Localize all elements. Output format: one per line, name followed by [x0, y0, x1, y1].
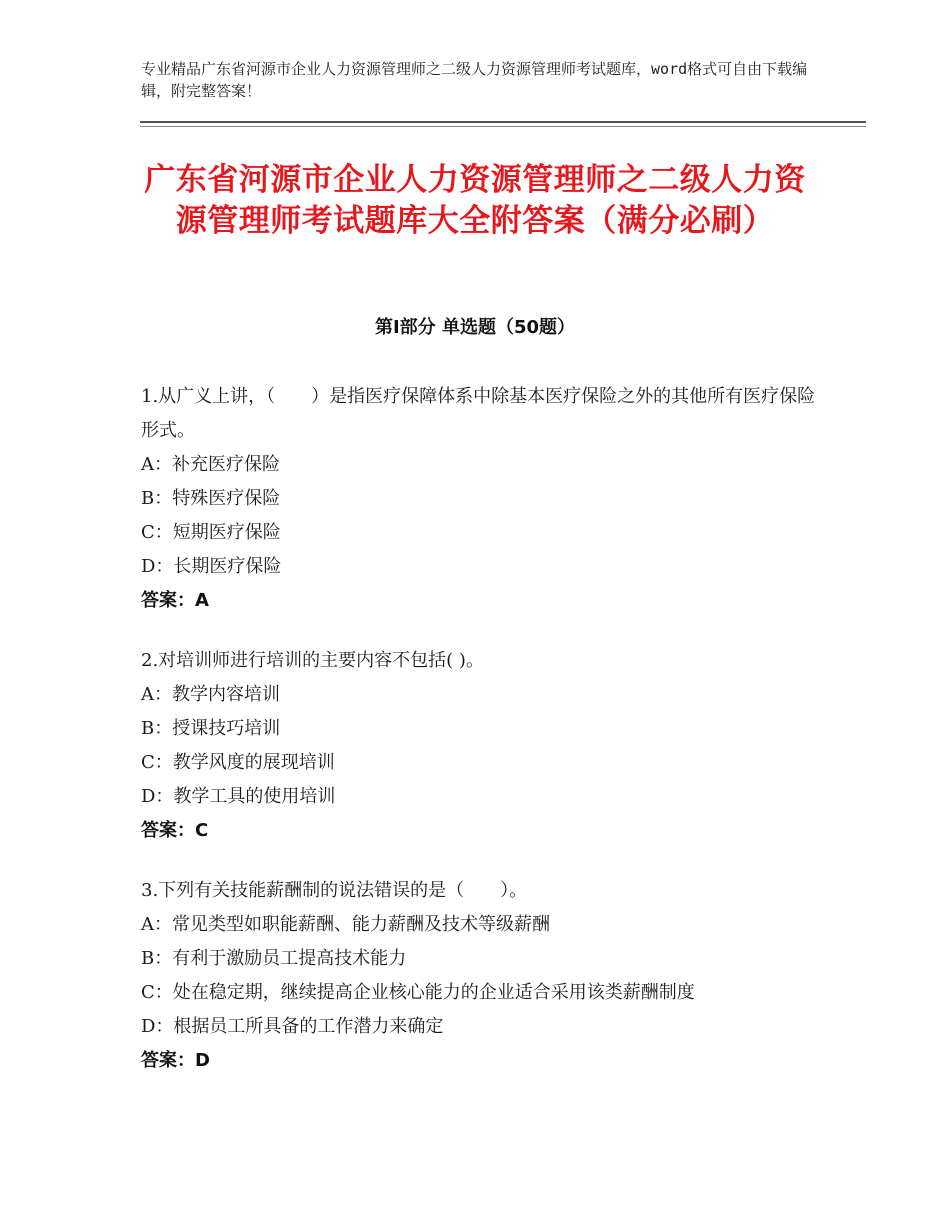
- question-list: [141, 380, 831, 1104]
- question-stem: 2.对培训师进行培训的主要内容不包括( )。: [141, 650, 484, 671]
- option-d: D：教学工具的使用培训: [141, 786, 336, 807]
- header-note: 专业精品广东省河源市企业人力资源管理师之二级人力资源管理师考试题库，word格式可自由下载编辑，附完整答案！: [141, 60, 808, 100]
- option-d: D：根据员工所具备的工作潜力来确定: [141, 1016, 444, 1037]
- section-title: 第Ⅰ部分 单选题（50题）: [374, 317, 575, 338]
- question-stem: 1.从广义上讲，（ ）是指医疗保障体系中除基本医疗保险之外的其他所有医疗保险形式。: [141, 386, 816, 441]
- option-a: A：补充医疗保险: [141, 454, 280, 475]
- question-1: [141, 380, 831, 618]
- option-a: A：教学内容培训: [141, 684, 280, 705]
- question-2: [141, 644, 831, 848]
- answer: 答案：C: [141, 820, 209, 841]
- option-c: C：教学风度的展现培训: [141, 752, 335, 773]
- answer: 答案：D: [141, 1050, 210, 1071]
- option-d: D：长期医疗保险: [141, 556, 282, 577]
- header-divider-thick: [140, 121, 866, 123]
- option-b: B：特殊医疗保险: [141, 488, 281, 509]
- option-b: B：授课技巧培训: [141, 718, 281, 739]
- option-c: C：处在稳定期，继续提高企业核心能力的企业适合采用该类薪酬制度: [141, 982, 695, 1003]
- document-title: 广东省河源市企业人力资源管理师之二级人力资源管理师考试题库大全附答案（满分必刷）: [144, 162, 806, 239]
- answer: 答案：A: [141, 590, 209, 611]
- question-3: [141, 874, 831, 1078]
- option-c: C：短期医疗保险: [141, 522, 281, 543]
- question-stem: 3.下列有关技能薪酬制的说法错误的是（ ）。: [141, 880, 528, 901]
- option-a: A：常见类型如职能薪酬、能力薪酬及技术等级薪酬: [141, 914, 550, 935]
- header-divider-thin: [140, 126, 866, 127]
- option-b: B：有利于激励员工提高技术能力: [141, 948, 407, 969]
